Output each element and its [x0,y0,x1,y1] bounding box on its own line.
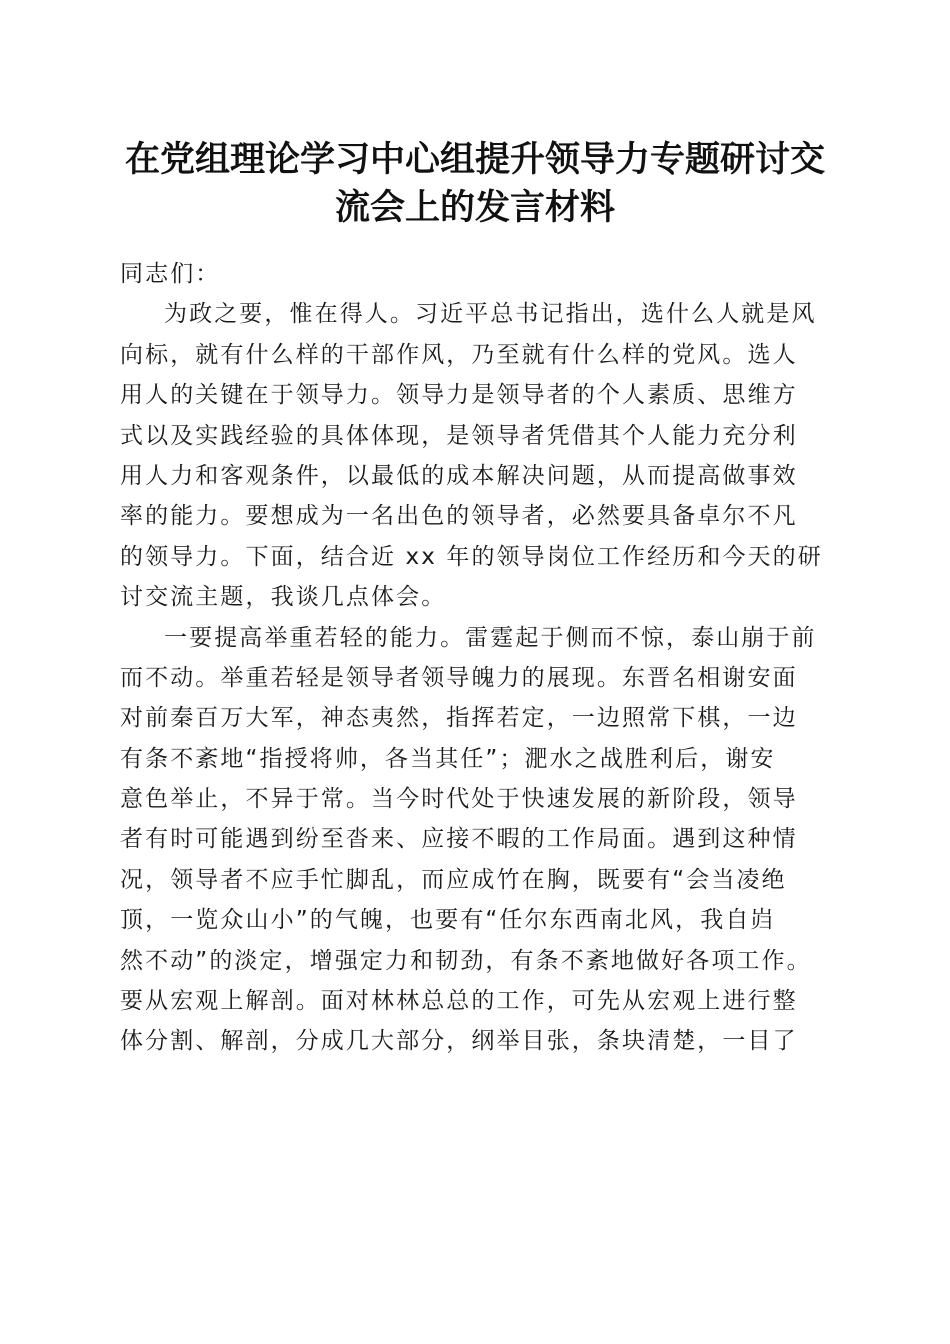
paragraph-line: 体分割、解剖，分成几大部分，纲举目张，条块清楚，一目了 [120,1028,798,1055]
paragraph-line: 的领导力。下面，结合近 xx 年的领导岗位工作经历和今天的研 [120,543,823,570]
paragraph-line: 要从宏观上解剖。面对林林总总的工作，可先从宏观上进行整 [120,988,798,1015]
salutation: 同志们： [120,261,221,287]
document-body [120,254,840,1062]
paragraph-line: 有条不紊地“指授将帅，各当其任”；淝水之战胜利后，谢安 [120,745,776,772]
title-line-2: 流会上的发言材料 [334,187,615,228]
paragraph-line: 对前秦百万大军，神态夷然，指挥若定，一边照常下棋，一边 [120,705,798,732]
paragraph-line: 为政之要，惟在得人。习近平总书记指出，选什么人就是风 [164,301,817,328]
paragraph-line: 顶，一览众山小”的气魄，也要有“任尔东西南北风，我自岿 [120,907,776,934]
paragraph-line: 式以及实践经验的具体体现，是领导者凭借其个人能力充分利 [120,422,798,449]
paragraph-line: 用人的关键在于领导力。领导力是领导者的个人素质、思维方 [120,382,798,409]
paragraph-line: 况，领导者不应手忙脚乱，而应成竹在胸，既要有“会当凌绝 [120,866,787,893]
paragraph-line: 讨交流主题，我谈几点体会。 [120,584,447,611]
paragraph-line: 意色举止，不异于常。当今时代处于快速发展的新阶段，领导 [120,786,798,813]
paragraph-line: 一要提高举重若轻的能力。雷霆起于侧而不惊，泰山崩于前 [164,624,817,651]
paragraph-line: 向标，就有什么样的干部作风，乃至就有什么样的党风。选人 [120,341,798,368]
paragraph-line: 而不动。举重若轻是领导者领导魄力的展现。东晋名相谢安面 [120,664,798,691]
paragraph-line: 率的能力。要想成为一名出色的领导者，必然要具备卓尔不凡 [120,503,798,530]
paragraph-line: 用人力和客观条件，以最低的成本解决问题，从而提高做事效 [120,462,798,489]
paragraph-line: 然不动”的淡定，增强定力和韧劲，有条不紊地做好各项工作。 [120,947,812,974]
document-title [100,136,850,232]
paragraph-line: 者有时可能遇到纷至沓来、应接不暇的工作局面。遇到这种情 [120,826,798,853]
title-line-1: 在党组理论学习中心组提升领导力专题研讨交 [124,139,825,180]
